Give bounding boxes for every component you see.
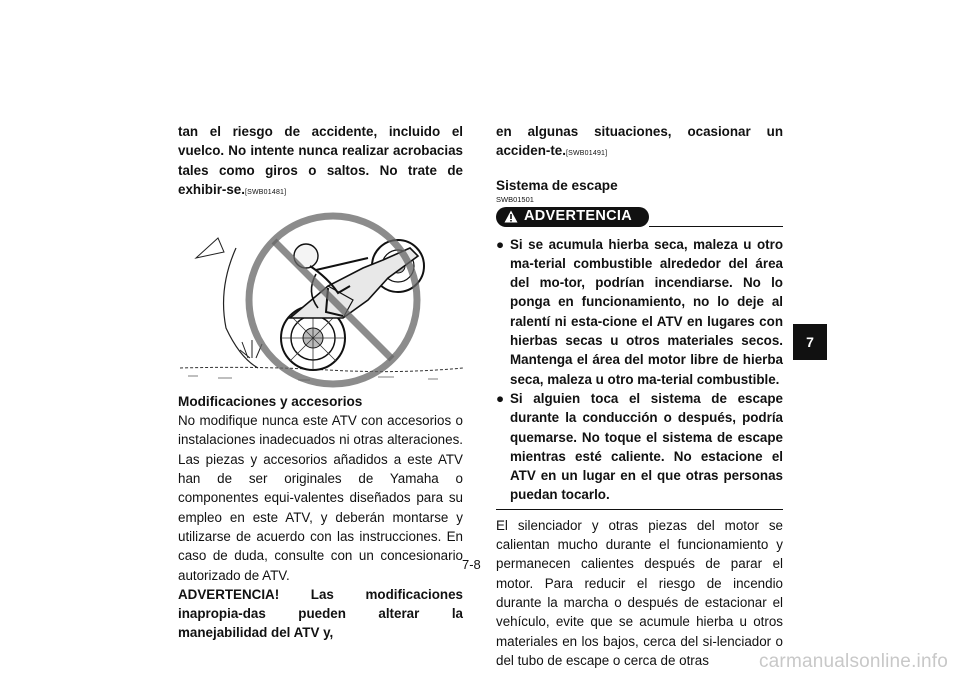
watermark: carmanualsonline.info — [758, 651, 948, 672]
warning-code: [SWB01481] — [244, 188, 287, 196]
list-item: ● Si se acumula hierba seca, maleza u otro ma-terial combustible alrededor del área del mo-tor, podrían incendiarse. No lo ponga en funcionamiento, no lo deje al ralentí ni esta-cione el ATV en lugares con hierbas secas u otros materiales secos. Mantenga el área del motor libre de hierba seca, maleza u otro ma-terial combustible. — [496, 236, 783, 387]
section-title-exhaust: Sistema de escape — [496, 177, 618, 193]
exhaust-body: El silenciador y otras piezas del motor se calientan mucho durante el funcionamiento y permanecen calientes después de parar el motor. Para reducir el riesgo de incendio durante la marcha o después de estacionar el vehículo, evite que se acumule hierba u otros materiales en los bajos, cerca del si-lenciador o del tubo de escape o cerca de otras — [496, 517, 783, 668]
warning-label: ADVERTENCIA — [496, 207, 649, 227]
warning-rule — [649, 226, 783, 227]
list-item: ● Si alguien toca el sistema de escape durante la conducción o después, podría quemarse. No toque el sistema de escape mientras esté caliente. No estacione el ATV en un lugar en el que otras personas puedan tocarlo. — [496, 390, 783, 503]
modifications-warning: ADVERTENCIA! Las modificaciones inapropia-das pueden alterar la manejabilidad del ATV y, — [178, 586, 463, 641]
bullet-icon: ● — [496, 236, 505, 252]
section-code: SWB01501 — [496, 194, 534, 204]
warning-triangle-icon — [504, 210, 518, 223]
modifications-body: No modifique nunca este ATV con accesorios o instalaciones inadecuados ni otras alteraciones. Las piezas y accesorios añadidos a este ATV han de ser originales de Yamaha o componentes equi-valentes diseñados para su empleo en este ATV, y deberán montarse y utilizarse de acuerdo con las instrucciones. En caso de duda, consulte con un concesionario autorizado de ATV. — [178, 413, 463, 583]
chapter-tab: 7 — [793, 324, 827, 360]
warning-code: [SWB01491] — [565, 150, 608, 158]
warning-end-rule — [496, 509, 783, 510]
bullet-icon: ● — [496, 390, 505, 406]
warning-bullets — [496, 235, 783, 505]
page-number: 7-8 — [462, 557, 481, 572]
continued-warning-text: en algunas situaciones, ocasionar un acciden-te.[SWB01491] — [496, 124, 783, 159]
right-column — [496, 122, 783, 670]
warning-header — [496, 207, 783, 229]
prohibited-atv-wheelie-illustration — [178, 208, 463, 388]
intro-warning-text: tan el riesgo de accidente, incluido el vuelco. No intente nunca realizar acrobacias tales como giros o saltos. No trate de exhibir-se.[SWB01481] — [178, 124, 463, 197]
section-title-modifications: Modificaciones y accesorios — [178, 394, 363, 410]
no-wheelie-icon — [178, 208, 463, 388]
left-column — [178, 122, 463, 643]
